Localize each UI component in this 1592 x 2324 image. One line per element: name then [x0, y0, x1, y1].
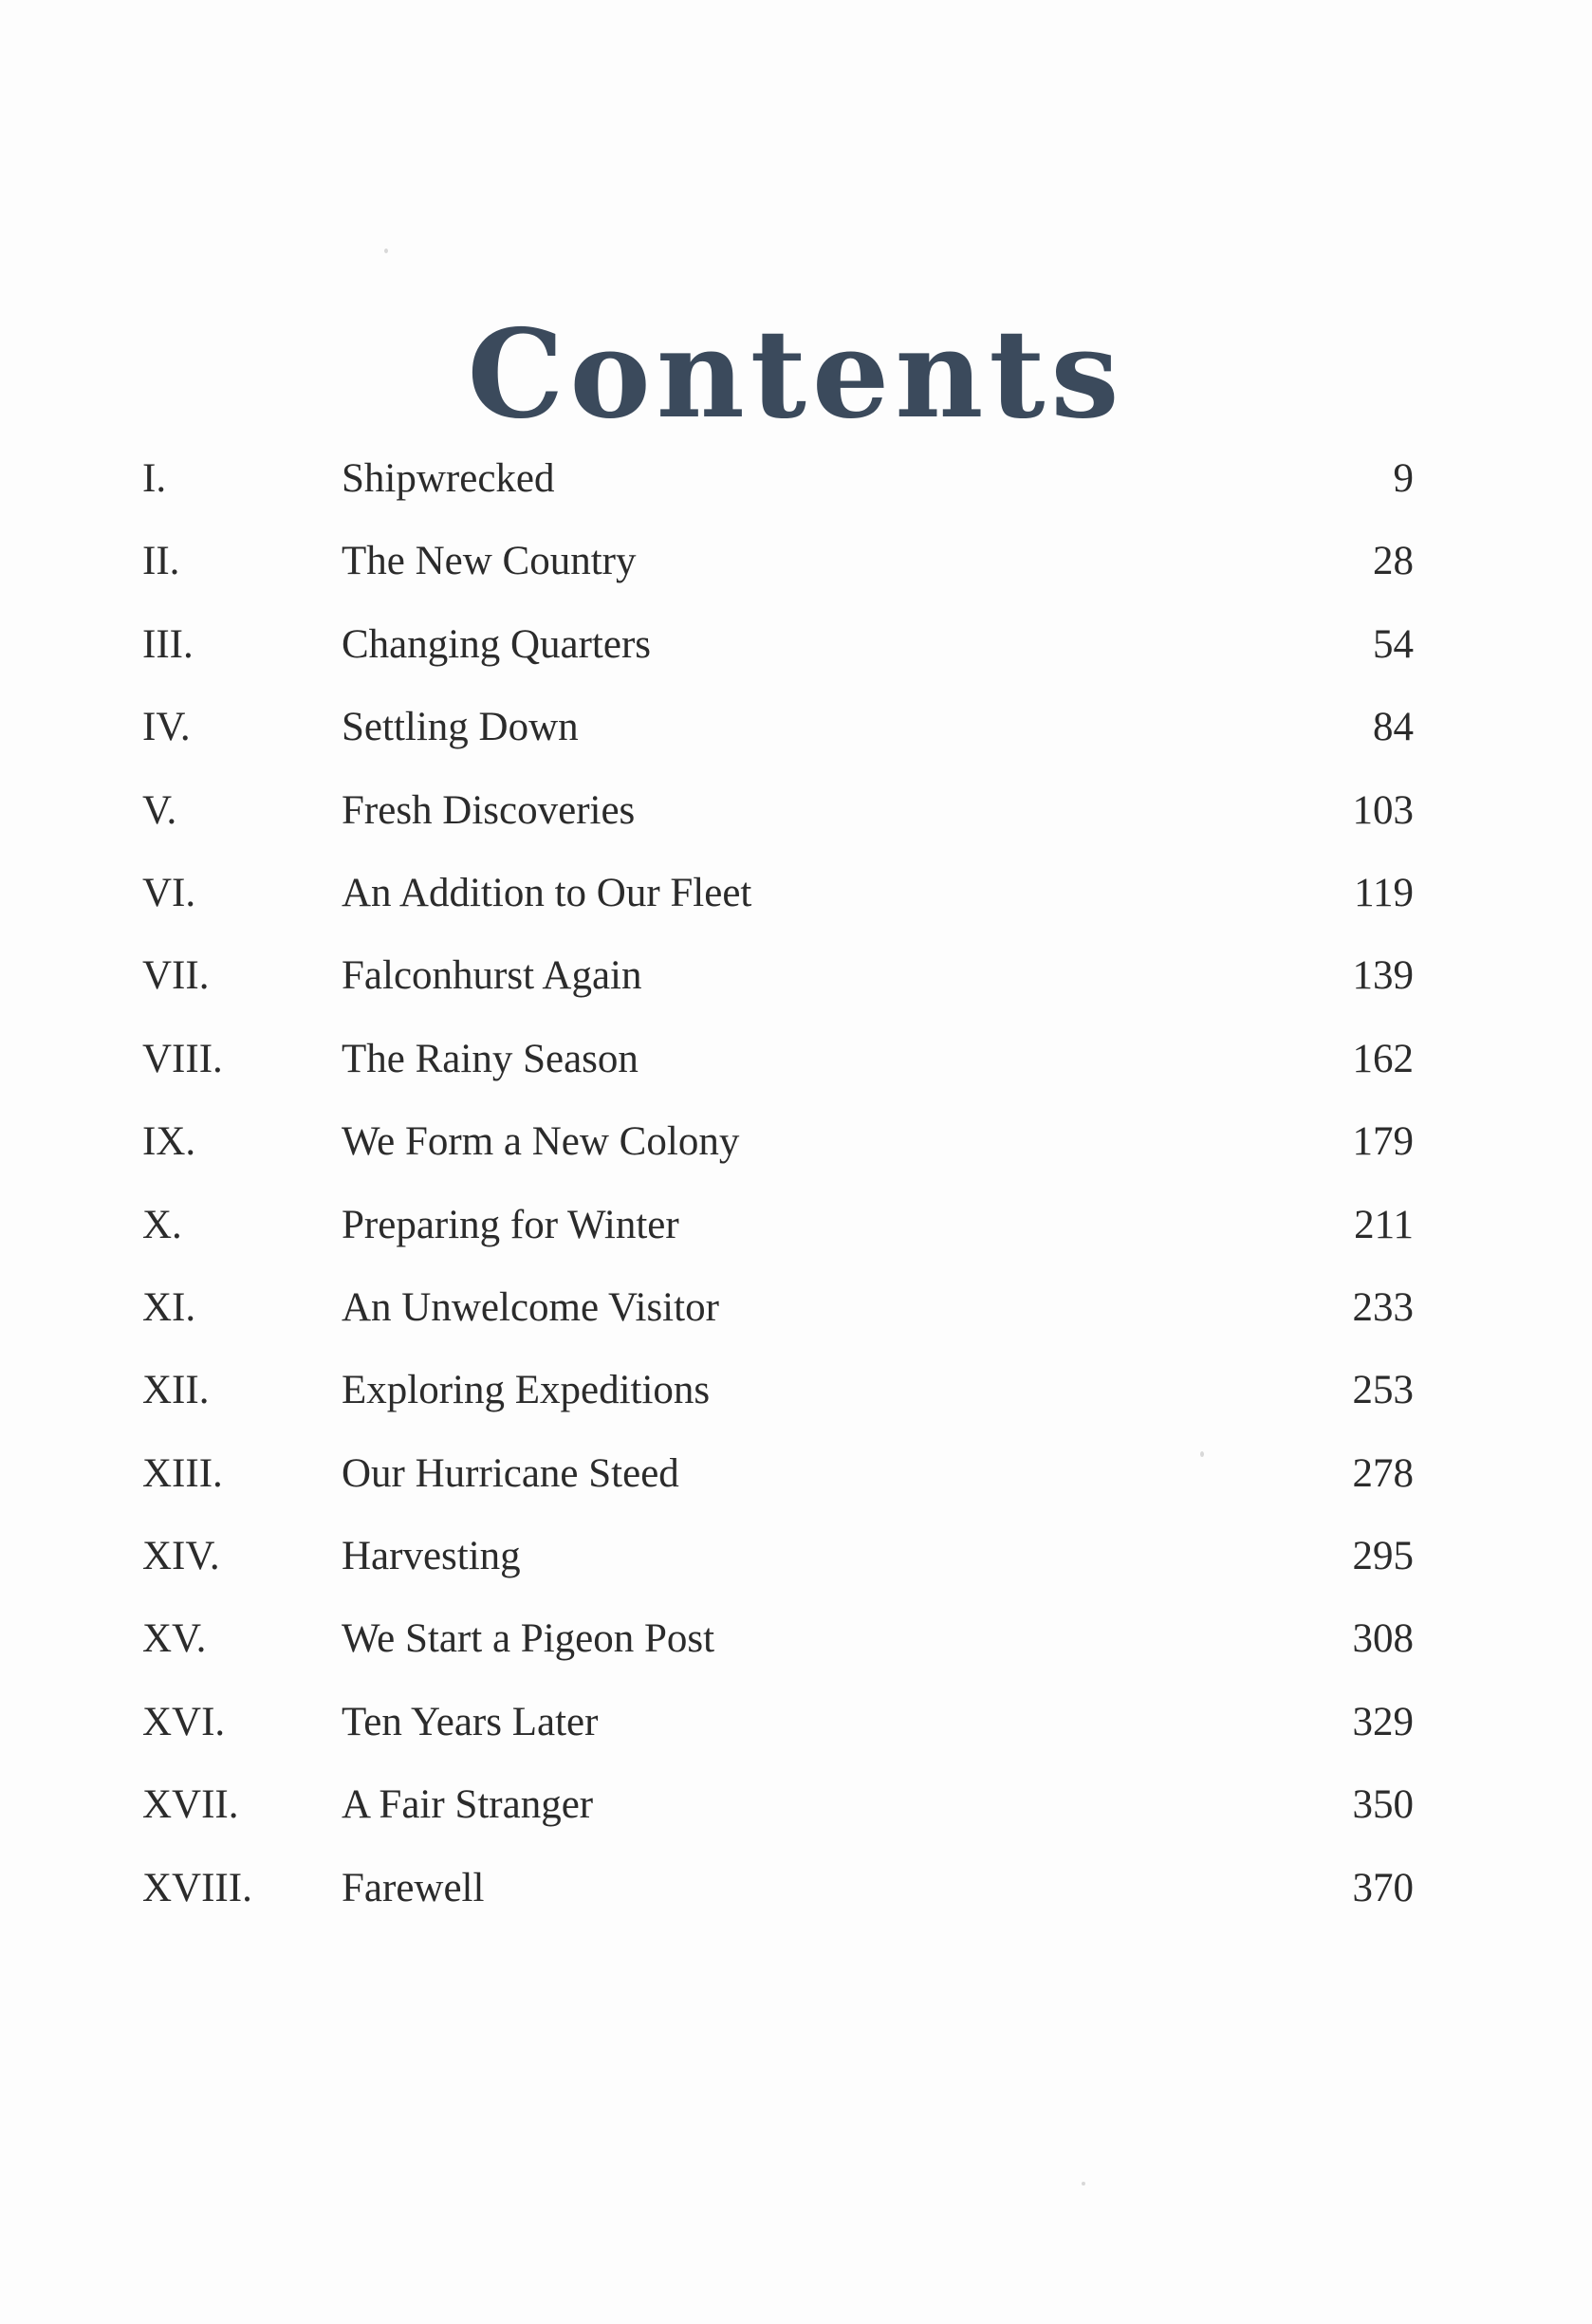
chapter-numeral: IV.: [142, 705, 191, 750]
chapter-numeral: IX.: [142, 1119, 196, 1165]
toc-row: [142, 1615, 1414, 1698]
chapter-page-number: 9: [1393, 456, 1414, 501]
chapter-page-number: 350: [1352, 1782, 1414, 1828]
chapter-title: The Rainy Season: [342, 1036, 639, 1081]
chapter-page-number: 139: [1352, 953, 1414, 999]
chapter-page-number: 54: [1373, 621, 1414, 667]
chapter-page-number: 84: [1373, 705, 1414, 750]
chapter-title: The New Country: [342, 539, 637, 584]
chapter-page-number: 253: [1352, 1368, 1414, 1413]
chapter-numeral: XIV.: [142, 1534, 220, 1579]
chapter-numeral: V.: [142, 787, 177, 833]
toc-row: [142, 1781, 1414, 1864]
chapter-numeral: XV.: [142, 1616, 207, 1662]
page-title: Contents: [467, 303, 1125, 446]
chapter-title: Farewell: [342, 1865, 485, 1910]
chapter-page-number: 103: [1352, 787, 1414, 833]
chapter-numeral: XVIII.: [142, 1865, 252, 1910]
chapter-numeral: XVII.: [142, 1782, 239, 1828]
toc-row: [142, 1367, 1414, 1449]
chapter-numeral: XVI.: [142, 1699, 226, 1744]
toc-row: [142, 704, 1414, 786]
toc-row: [142, 1865, 1414, 1947]
toc-row: [142, 1450, 1414, 1533]
toc-row: [142, 538, 1414, 620]
chapter-title: An Addition to Our Fleet: [342, 870, 752, 915]
toc-row: [142, 1533, 1414, 1615]
toc-row: [142, 621, 1414, 704]
chapter-numeral: X.: [142, 1202, 182, 1247]
chapter-title: We Form a New Colony: [342, 1119, 740, 1165]
chapter-title: Changing Quarters: [342, 621, 652, 667]
chapter-page-number: 278: [1352, 1450, 1414, 1496]
chapter-title: An Unwelcome Visitor: [342, 1284, 719, 1330]
chapter-page-number: 162: [1352, 1036, 1414, 1081]
chapter-numeral: XIII.: [142, 1450, 223, 1496]
toc-row: [142, 870, 1414, 952]
chapter-title: We Start a Pigeon Post: [342, 1616, 715, 1662]
chapter-numeral: VIII.: [142, 1036, 223, 1081]
toc-row: [142, 1036, 1414, 1118]
chapter-title: Preparing for Winter: [342, 1202, 679, 1247]
table-of-contents: [142, 455, 1414, 1947]
chapter-title: Fresh Discoveries: [342, 787, 636, 833]
chapter-title: Exploring Expeditions: [342, 1368, 711, 1413]
chapter-page-number: 28: [1373, 539, 1414, 584]
chapter-page-number: 233: [1352, 1284, 1414, 1330]
toc-row: [142, 952, 1414, 1035]
toc-row: [142, 1284, 1414, 1367]
chapter-numeral: XI.: [142, 1284, 196, 1330]
chapter-numeral: II.: [142, 539, 180, 584]
chapter-page-number: 308: [1352, 1616, 1414, 1662]
chapter-title: Settling Down: [342, 705, 579, 750]
toc-row: [142, 1118, 1414, 1201]
toc-row: [142, 1699, 1414, 1781]
toc-row: [142, 455, 1414, 538]
toc-row: [142, 1202, 1414, 1284]
chapter-page-number: 295: [1352, 1534, 1414, 1579]
toc-row: [142, 787, 1414, 870]
chapter-numeral: VI.: [142, 870, 196, 915]
chapter-page-number: 329: [1352, 1699, 1414, 1744]
chapter-numeral: XII.: [142, 1368, 210, 1413]
chapter-numeral: VII.: [142, 953, 210, 999]
chapter-title: Our Hurricane Steed: [342, 1450, 679, 1496]
chapter-page-number: 211: [1354, 1202, 1414, 1247]
chapter-page-number: 179: [1352, 1119, 1414, 1165]
chapter-numeral: I.: [142, 456, 167, 501]
chapter-title: Falconhurst Again: [342, 953, 642, 999]
chapter-page-number: 370: [1352, 1865, 1414, 1910]
scan-speck: [1082, 2182, 1085, 2186]
chapter-title: A Fair Stranger: [342, 1782, 594, 1828]
chapter-numeral: III.: [142, 621, 194, 667]
chapter-title: Shipwrecked: [342, 456, 555, 501]
chapter-title: Harvesting: [342, 1534, 521, 1579]
chapter-title: Ten Years Later: [342, 1699, 599, 1744]
chapter-page-number: 119: [1354, 870, 1414, 915]
scan-speck: [384, 249, 388, 253]
